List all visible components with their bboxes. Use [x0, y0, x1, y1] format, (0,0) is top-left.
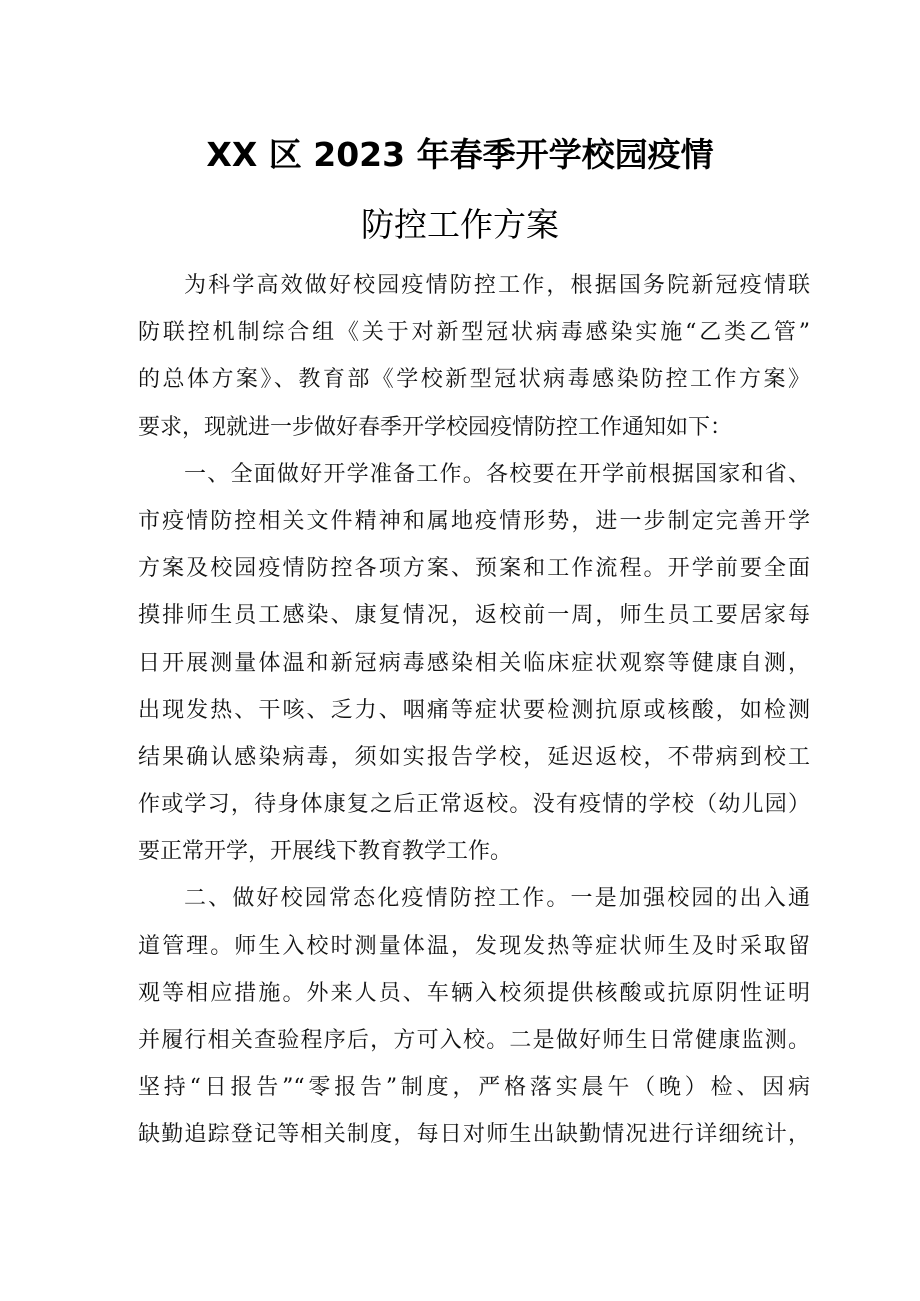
- document-title-line-1: XX 区 2023 年春季开学校园疫情: [206, 135, 714, 174]
- body-text-line: 一、全面做好开学准备工作。各校要在开学前根据国家和省、: [184, 461, 810, 487]
- body-text-line: 作或学习，待身体康复之后正常返校。没有疫情的学校（幼儿园）: [138, 792, 810, 818]
- body-text-line: 二、做好校园常态化疫情防控工作。一是加强校园的出入通: [184, 886, 810, 912]
- body-text-line: 结果确认感染病毒，须如实报告学校，延迟返校，不带病到校工: [138, 744, 810, 770]
- body-text-line: 的总体方案》、教育部《学校新型冠状病毒感染防控工作方案》: [138, 367, 810, 393]
- body-text-line: 要正常开学，开展线下教育教学工作。: [138, 839, 513, 865]
- document-body: [138, 262, 810, 1159]
- body-text-line: 并履行相关查验程序后，方可入校。二是做好师生日常健康监测。: [138, 1028, 810, 1053]
- body-text-line: 观等相应措施。外来人员、车辆入校须提供核酸或抗原阴性证明: [138, 980, 810, 1006]
- body-text-line: 道管理。师生入校时测量体温，发现发热等症状师生及时采取留: [138, 933, 810, 959]
- body-text-line: 摸排师生员工感染、康复情况，返校前一周，师生员工要居家每: [138, 603, 810, 629]
- body-text-line: 防联控机制综合组《关于对新型冠状病毒感染实施“乙类乙管”: [138, 320, 810, 346]
- body-text-line: 缺勤追踪登记等相关制度，每日对师生出缺勤情况进行详细统计，: [138, 1122, 810, 1148]
- body-text-line: 出现发热、干咳、乏力、咽痛等症状要检测抗原或核酸，如检测: [138, 697, 810, 723]
- body-text-line: 为科学高效做好校园疫情防控工作，根据国务院新冠疫情联: [184, 273, 810, 298]
- body-text-line: 要求，现就进一步做好春季开学校园疫情防控工作通知如下：: [138, 414, 733, 440]
- body-text-line: 坚持“日报告”“零报告”制度，严格落实晨午（晚）检、因病: [138, 1075, 810, 1101]
- body-text-line: 日开展测量体温和新冠病毒感染相关临床症状观察等健康自测，: [138, 650, 810, 676]
- body-text-line: 市疫情防控相关文件精神和属地疫情形势，进一步制定完善开学: [138, 508, 810, 534]
- document-title-line-2: 防控工作方案: [361, 205, 559, 244]
- body-text-line: 方案及校园疫情防控各项方案、预案和工作流程。开学前要全面: [138, 556, 810, 582]
